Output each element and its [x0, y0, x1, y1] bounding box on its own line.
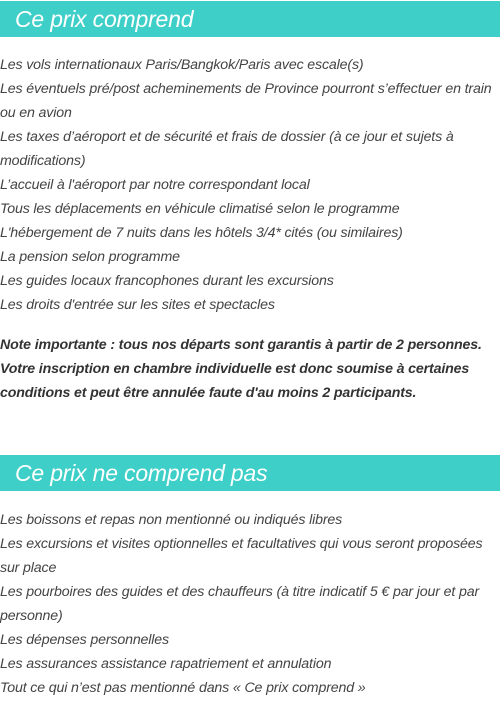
list-item: Les taxes d’aéroport et de sécurité et frais de dossier (à ce jour et sujets à modifications): [0, 129, 454, 169]
list-item: Les assurances assistance rapatriement et annulation: [0, 656, 332, 672]
includes-section-header: [0, 1, 500, 37]
list-item: Les excursions et visites optionnelles et facultatives qui vous seront proposées sur place: [0, 536, 483, 576]
list-item: Les droits d'entrée sur les sites et spectacles: [0, 297, 275, 313]
list-item: Les pourboires des guides et des chauffeurs (à titre indicatif 5 € par jour et par personne): [0, 584, 480, 624]
excludes-list: [0, 508, 495, 700]
includes-list: [0, 53, 495, 317]
list-item: Les guides locaux francophones durant les excursions: [0, 273, 334, 289]
includes-section-title: Ce prix comprend: [15, 5, 194, 32]
list-item: Tous les déplacements en véhicule climatisé selon le programme: [0, 201, 400, 217]
list-item: Les vols internationaux Paris/Bangkok/Paris avec escale(s): [0, 57, 364, 73]
list-item: L’accueil à l'aéroport par notre correspondant local: [0, 177, 310, 193]
list-item: La pension selon programme: [0, 249, 180, 265]
excludes-section-header: [0, 455, 500, 491]
excludes-section-title: Ce prix ne comprend pas: [15, 459, 268, 486]
list-item: L'hébergement de 7 nuits dans les hôtels 3/4* cités (ou similaires): [0, 225, 403, 241]
list-item: Les dépenses personnelles: [0, 632, 169, 648]
list-item: Les éventuels pré/post acheminements de Province pourront s’effectuer en train ou en avion: [0, 81, 492, 121]
important-note: Note importante : tous nos départs sont garantis à partir de 2 personnes. Votre inscription en chambre individuelle est donc soumise à certaines conditions et peut être annulée faute d'au moins 2 participants.: [0, 337, 482, 401]
list-item: Tout ce qui n’est pas mentionné dans « Ce prix comprend »: [0, 680, 366, 696]
list-item: Les boissons et repas non mentionné ou indiqués libres: [0, 512, 343, 528]
